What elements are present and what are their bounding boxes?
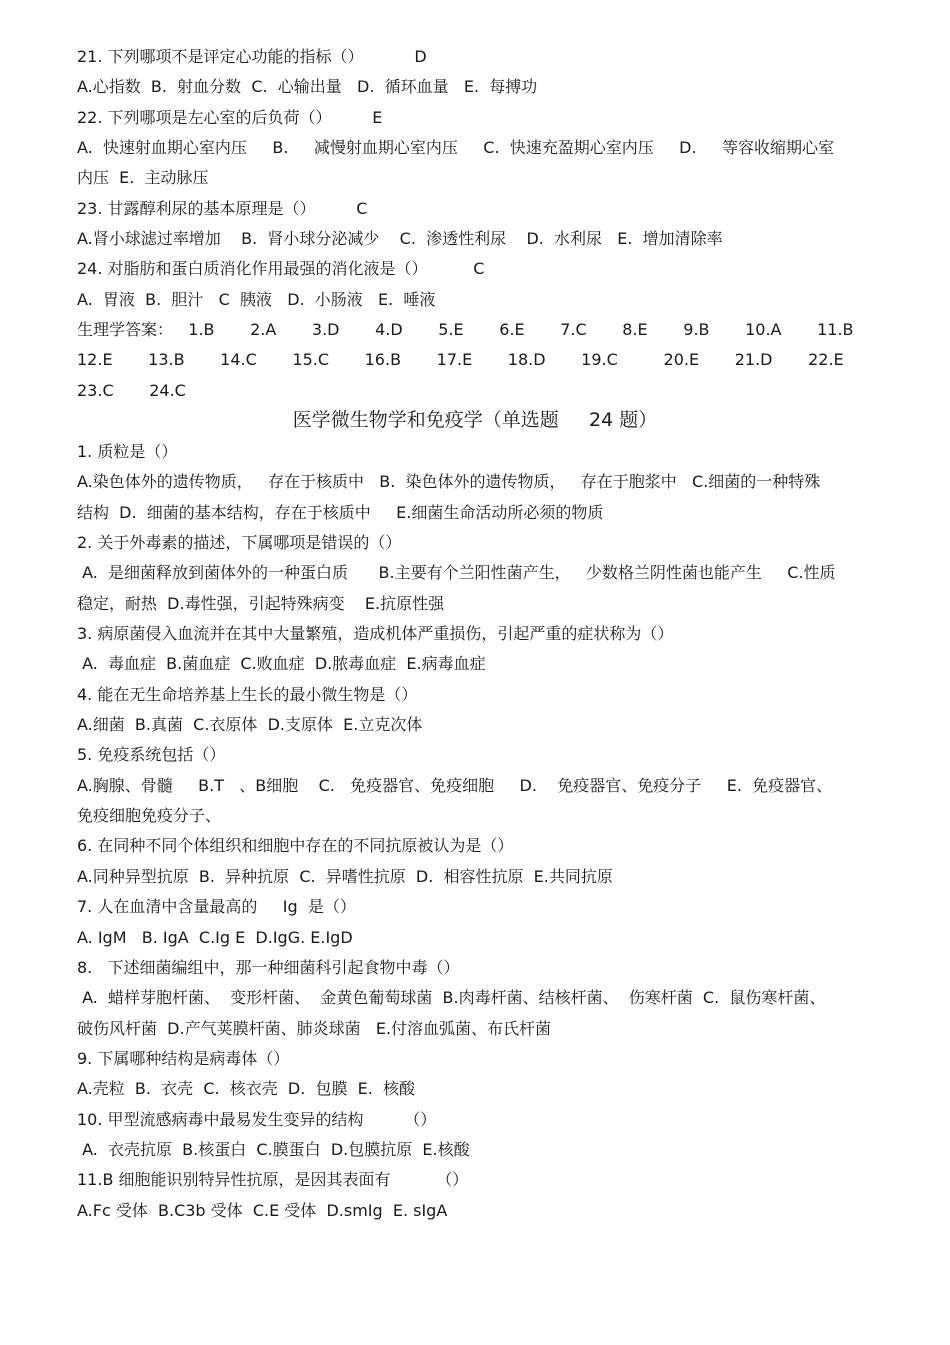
micro-question-7-options: A. IgM B. IgA C.Ig E D.IgG. E.IgD <box>77 928 353 947</box>
question-21: 21. 下列哪项不是评定心功能的指标（） D <box>77 47 427 66</box>
micro-question-2-options: A. 是细菌释放到菌体外的一种蛋白质 B.主要有个兰阳性菌产生， 少数格兰阴性菌也能产生 C.性质 <box>77 563 836 582</box>
question-21-options: A.心指数 B. 射血分数 C. 心输出量 D. 循环血量 E. 每搏功 <box>77 77 538 96</box>
micro-question-4: 4. 能在无生命培养基上生长的最小微生物是（） <box>77 685 418 704</box>
micro-question-7: 7. 人在血清中含量最高的 Ig 是（） <box>77 897 356 916</box>
question-22: 22. 下列哪项是左心室的后负荷（） E <box>77 108 383 127</box>
physiology-answers: 生理学答案： 1.B 2.A 3.D 4.D 5.E 6.E 7.C 8.E 9.B 10.A 11.B <box>77 320 854 339</box>
micro-question-11: 11.B 细胞能识别特异性抗原，是因其表面有 （） <box>77 1170 469 1189</box>
micro-question-9: 9. 下属哪种结构是病毒体（） <box>77 1049 290 1068</box>
micro-question-10-options: A. 衣壳抗原 B.核蛋白 C.膜蛋白 D.包膜抗原 E.核酸 <box>77 1140 470 1159</box>
micro-question-8-options-cont: 破伤风杆菌 D.产气荚膜杆菌、肺炎球菌 E.付溶血弧菌、布氏杆菌 <box>77 1019 552 1038</box>
section-title: 医学微生物学和免疫学（单选题 24 题） <box>292 409 658 431</box>
micro-question-5-options-cont: 免疫细胞免疫分子、 <box>77 806 222 825</box>
question-24: 24. 对脂肪和蛋白质消化作用最强的消化液是（） C <box>77 259 485 278</box>
micro-question-8: 8. 下述细菌编组中，那一种细菌科引起食物中毒（） <box>77 958 460 977</box>
physiology-answers-cont: 12.E 13.B 14.C 15.C 16.B 17.E 18.D 19.C 20.E 21.D 22.E <box>77 350 844 369</box>
micro-question-9-options: A.壳粒 B. 衣壳 C. 核衣壳 D. 包膜 E. 核酸 <box>77 1079 416 1098</box>
question-23: 23. 甘露醇利尿的基本原理是（） C <box>77 199 368 218</box>
micro-question-5-options: A.胸腺、骨髓 B.T 、B细胞 C. 免疫器官、免疫细胞 D. 免疫器官、免疫分子 E. 免疫器官、 <box>77 776 833 795</box>
micro-question-11-options: A.Fc 受体 B.C3b 受体 C.E 受体 D.smIg E. sIgA <box>77 1201 448 1220</box>
micro-question-2: 2. 关于外毒素的描述，下属哪项是错误的（） <box>77 533 402 552</box>
micro-question-1: 1. 质粒是（） <box>77 442 178 461</box>
micro-question-3: 3. 病原菌侵入血流并在其中大量繁殖，造成机体严重损伤，引起严重的症状称为（） <box>77 624 674 643</box>
micro-question-6: 6. 在同种不同个体组织和细胞中存在的不同抗原被认为是（） <box>77 836 514 855</box>
physiology-answers-end: 23.C 24.C <box>77 381 186 400</box>
micro-question-1-options-cont: 结构 D. 细菌的基本结构，存在于核质中 E.细菌生命活动所必须的物质 <box>77 503 604 522</box>
micro-question-5: 5. 免疫系统包括（） <box>77 745 226 764</box>
micro-question-2-options-cont: 稳定，耐热 D.毒性强，引起特殊病变 E.抗原性强 <box>77 594 445 613</box>
micro-question-3-options: A. 毒血症 B.菌血症 C.败血症 D.脓毒血症 E.病毒血症 <box>77 654 486 673</box>
question-22-options: A. 快速射血期心室内压 B. 减慢射血期心室内压 C. 快速充盈期心室内压 D. 等容收缩期心室 <box>77 138 834 157</box>
micro-question-4-options: A.细菌 B.真菌 C.衣原体 D.支原体 E.立克次体 <box>77 715 423 734</box>
micro-question-10: 10. 甲型流感病毒中最易发生变异的结构 （） <box>77 1110 437 1129</box>
question-22-options-cont: 内压 E. 主动脉压 <box>77 168 209 187</box>
micro-question-6-options: A.同种异型抗原 B. 异种抗原 C. 异嗜性抗原 D. 相容性抗原 E.共同抗原 <box>77 867 613 886</box>
micro-question-1-options: A.染色体外的遗传物质， 存在于核质中 B. 染色体外的遗传物质， 存在于胞浆中 C.细菌的一种特殊 <box>77 472 821 491</box>
micro-question-8-options: A. 蜡样芽胞杆菌、 变形杆菌、 金黄色葡萄球菌 B.肉毒杆菌、结核杆菌、 伤寒杆菌 C. 鼠伤寒杆菌、 <box>77 988 826 1007</box>
question-24-options: A. 胃液 B. 胆汁 C 胰液 D. 小肠液 E. 唾液 <box>77 290 436 309</box>
question-23-options: A.肾小球滤过率增加 B. 肾小球分泌减少 C. 渗透性利尿 D. 水利尿 E. 增加清除率 <box>77 229 723 248</box>
